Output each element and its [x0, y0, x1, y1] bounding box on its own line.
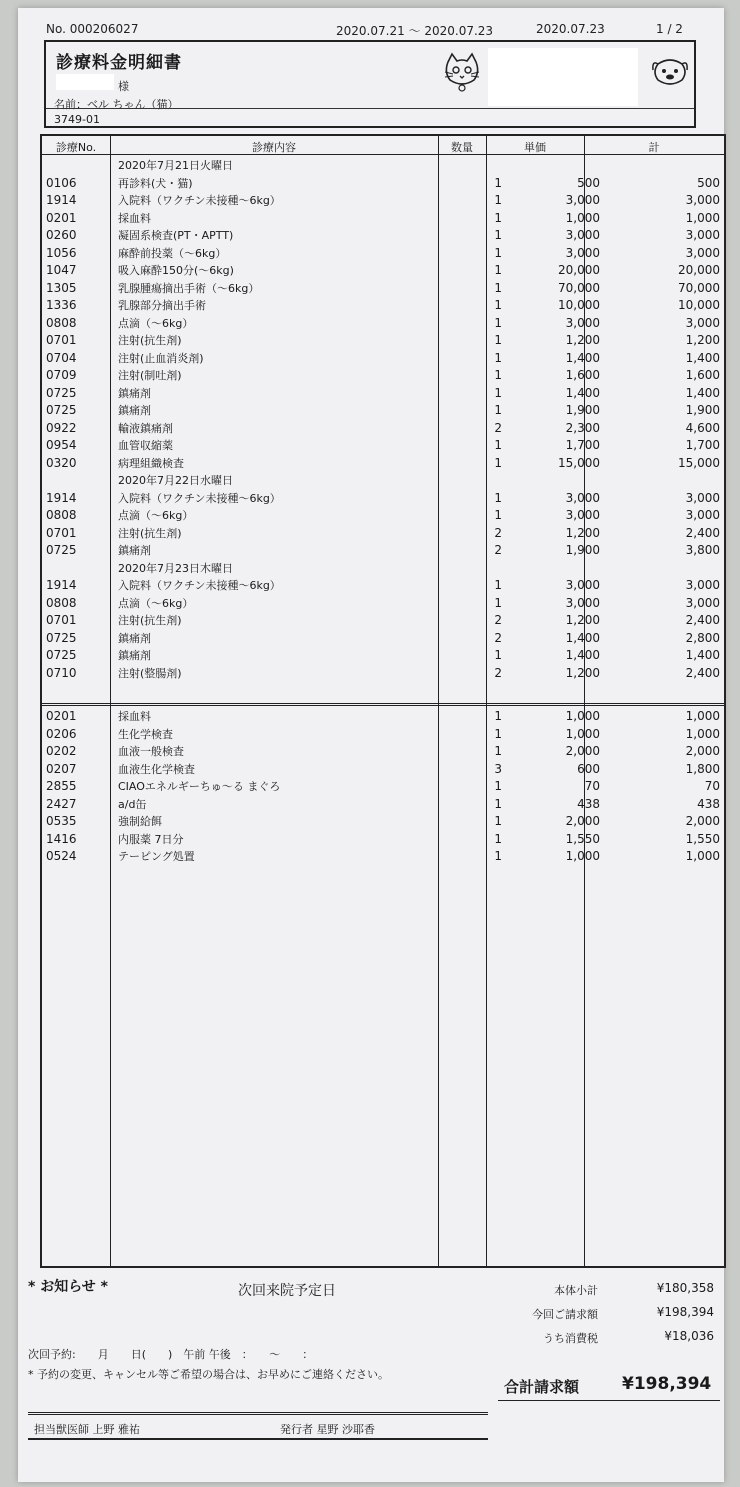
- grand-total-value: ¥198,394: [622, 1374, 712, 1394]
- row-item: 鎮痛剤: [118, 649, 151, 662]
- row-qty: 1: [494, 648, 502, 662]
- row-item: 鎮痛剤: [118, 544, 151, 557]
- date-label: 2020年7月22日水曜日: [118, 474, 233, 487]
- row-qty: 1: [494, 438, 502, 452]
- row-item: 点滴（～6kg）: [118, 596, 194, 610]
- table-row: [42, 708, 724, 726]
- row-unit-price: 1,200: [565, 613, 600, 627]
- row-unit-price: 1,600: [565, 368, 600, 382]
- table-row: [42, 761, 724, 779]
- row-item: 注射(制吐剤): [118, 369, 182, 382]
- section-divider: [42, 703, 724, 706]
- date-label: 2020年7月21日火曜日: [118, 159, 233, 172]
- row-code: 1914: [46, 578, 77, 592]
- cat-mascot-icon: [442, 52, 482, 96]
- row-item: 乳腺部分摘出手術: [118, 299, 206, 312]
- row-code: 0201: [46, 709, 77, 723]
- row-unit-price: 2,000: [565, 814, 600, 828]
- redacted-clinic-info: [488, 48, 638, 106]
- col-unit-header: 単価: [524, 141, 546, 154]
- row-qty: 1: [494, 385, 502, 400]
- document-title: 診療料金明細書: [56, 53, 182, 73]
- row-code: 0710: [46, 665, 77, 680]
- row-item: 血液一般検査: [118, 745, 184, 758]
- table-row: [42, 297, 724, 315]
- row-qty: 1: [494, 175, 502, 190]
- attending-doctor: 担当獣医師 上野 雅祐: [34, 1423, 140, 1436]
- row-qty: 1: [494, 796, 502, 811]
- row-total: 1,200: [685, 333, 720, 347]
- table-row: [42, 831, 724, 849]
- table-row: [42, 262, 724, 280]
- row-code: 0922: [46, 420, 77, 435]
- row-item: 血液生化学検査: [118, 762, 195, 776]
- table-row: [42, 490, 724, 508]
- row-total: 438: [697, 796, 720, 811]
- row-total: 1,400: [685, 350, 720, 365]
- table-row: [42, 665, 724, 683]
- row-unit-price: 3,000: [565, 245, 600, 260]
- row-unit-price: 1,200: [565, 333, 600, 347]
- treatment-period: 2020.07.21 ～ 2020.07.23: [336, 24, 494, 38]
- row-unit-price: 3,000: [565, 193, 600, 207]
- date-label: 2020年7月23日木曜日: [118, 561, 233, 575]
- issuer: 発行者 星野 沙耶香: [280, 1423, 375, 1436]
- tax-value: ¥18,036: [664, 1329, 714, 1343]
- charges-table: [40, 134, 726, 1268]
- row-item: 鎮痛剤: [118, 386, 151, 400]
- table-row: [42, 525, 724, 543]
- date-row: [42, 472, 724, 490]
- document-number: No. 000206027: [46, 22, 139, 36]
- row-qty: 2: [494, 420, 502, 435]
- row-qty: 1: [494, 228, 502, 242]
- row-qty: 1: [494, 831, 502, 846]
- row-item: CIAOエネルギーちゅ～る まぐろ: [118, 780, 281, 793]
- row-item: 注射(抗生剤): [118, 614, 182, 627]
- row-item: 注射(抗生剤): [118, 334, 182, 347]
- row-qty: 1: [494, 455, 502, 470]
- row-total: 3,000: [685, 315, 720, 330]
- row-unit-price: 1,700: [565, 438, 600, 452]
- row-total: 1,000: [685, 210, 720, 225]
- row-qty: 1: [494, 210, 502, 225]
- header-box: [44, 40, 696, 128]
- row-qty: 1: [494, 726, 502, 741]
- row-code: 0808: [46, 508, 77, 522]
- client-number: 3749-01: [54, 113, 100, 126]
- table-row: [42, 630, 724, 648]
- row-total: 70: [704, 779, 720, 793]
- table-row: [42, 507, 724, 525]
- row-item: 強制給餌: [118, 815, 162, 828]
- row-item: 生化学検査: [118, 727, 173, 741]
- table-row: [42, 848, 724, 866]
- row-unit-price: 1,400: [565, 385, 600, 400]
- row-item: 鎮痛剤: [118, 631, 151, 645]
- table-row: [42, 280, 724, 298]
- row-unit-price: 3,000: [565, 595, 600, 610]
- row-unit-price: 10,000: [558, 298, 600, 312]
- row-unit-price: 1,200: [565, 525, 600, 540]
- table-row: [42, 796, 724, 814]
- row-qty: 1: [494, 193, 502, 207]
- table-row: [42, 385, 724, 403]
- row-total: 3,000: [685, 578, 720, 592]
- row-qty: 1: [494, 578, 502, 592]
- row-item: 入院料（ワクチン未接種～6kg）: [118, 579, 281, 592]
- row-item: 再診料(犬・猫): [118, 176, 193, 190]
- row-code: 1914: [46, 490, 77, 505]
- table-row: [42, 647, 724, 665]
- row-item: 注射(止血消炎剤): [118, 351, 204, 365]
- appointment-note: * 予約の変更、キャンセル等ご希望の場合は、お早めにご連絡ください。: [28, 1368, 389, 1381]
- row-unit-price: 1,900: [565, 403, 600, 417]
- row-code: 0725: [46, 648, 77, 662]
- grand-total-underline: [498, 1400, 720, 1401]
- row-qty: 1: [494, 849, 502, 863]
- table-row: [42, 577, 724, 595]
- row-item: 吸入麻酔150分(～6kg): [118, 264, 234, 277]
- row-item: a/d缶: [118, 797, 147, 811]
- row-total: 1,000: [685, 709, 720, 723]
- row-unit-price: 2,300: [565, 420, 600, 435]
- row-code: 0701: [46, 333, 77, 347]
- row-code: 2855: [46, 779, 77, 793]
- row-code: 0207: [46, 761, 77, 776]
- row-unit-price: 3,000: [565, 578, 600, 592]
- row-item: 血管収縮薬: [118, 439, 173, 452]
- row-unit-price: 1,200: [565, 665, 600, 680]
- row-total: 2,400: [685, 613, 720, 627]
- row-qty: 2: [494, 525, 502, 540]
- row-code: 0701: [46, 613, 77, 627]
- row-unit-price: 3,000: [565, 228, 600, 242]
- row-item: 注射(整腸剤): [118, 666, 182, 680]
- row-total: 1,400: [685, 385, 720, 400]
- row-qty: 1: [494, 298, 502, 312]
- table-row: [42, 612, 724, 630]
- row-qty: 1: [494, 709, 502, 723]
- col-total-header: 計: [648, 141, 660, 154]
- row-qty: 1: [494, 779, 502, 793]
- row-qty: 1: [494, 814, 502, 828]
- issue-date: 2020.07.23: [536, 22, 605, 36]
- row-code: 1416: [46, 831, 77, 846]
- row-unit-price: 1,900: [565, 543, 600, 557]
- tax-label: うち消費税: [543, 1332, 598, 1345]
- bill-label: 今回ご請求額: [532, 1308, 598, 1321]
- row-qty: 1: [494, 245, 502, 260]
- row-code: 0524: [46, 849, 77, 863]
- row-unit-price: 3,000: [565, 315, 600, 330]
- row-code: 0808: [46, 595, 77, 610]
- row-total: 2,000: [685, 744, 720, 758]
- pet-name: 名前：ベル ちゃん（猫）: [54, 98, 179, 111]
- table-row: [42, 726, 724, 744]
- row-item: 鎮痛剤: [118, 404, 151, 417]
- row-unit-price: 2,000: [565, 744, 600, 758]
- invoice-sheet: [18, 8, 724, 1482]
- row-item: 入院料（ワクチン未接種～6kg）: [118, 194, 281, 207]
- row-total: 1,700: [685, 438, 720, 452]
- row-total: 1,000: [685, 849, 720, 863]
- row-code: 2427: [46, 796, 77, 811]
- row-code: 0701: [46, 525, 77, 540]
- row-unit-price: 500: [577, 175, 600, 190]
- row-item: 点滴（～6kg）: [118, 316, 194, 330]
- row-code: 0725: [46, 543, 77, 557]
- row-total: 10,000: [678, 298, 720, 312]
- row-qty: 1: [494, 595, 502, 610]
- row-code: 1914: [46, 193, 77, 207]
- row-total: 2,000: [685, 814, 720, 828]
- row-total: 3,800: [685, 543, 720, 557]
- row-item: 病理組織検査: [118, 456, 184, 470]
- table-row: [42, 743, 724, 761]
- invoice-footer: [24, 1270, 724, 1440]
- col-code-header: 診療No.: [55, 141, 97, 154]
- row-code: 0725: [46, 630, 77, 645]
- table-row: [42, 813, 724, 831]
- dog-mascot-icon: [650, 56, 690, 90]
- table-row: [42, 350, 724, 368]
- date-row: [42, 560, 724, 578]
- row-qty: 1: [494, 508, 502, 522]
- col-qty-header: 数量: [451, 141, 473, 154]
- notice-heading: * お知らせ *: [28, 1279, 108, 1295]
- row-qty: 1: [494, 368, 502, 382]
- row-code: 0709: [46, 368, 77, 382]
- row-item: 輸液鎮痛剤: [118, 421, 173, 435]
- row-unit-price: 1,000: [565, 726, 600, 741]
- row-item: 点滴（～6kg）: [118, 509, 194, 522]
- row-total: 500: [697, 175, 720, 190]
- row-code: 0725: [46, 385, 77, 400]
- row-total: 1,800: [685, 761, 720, 776]
- date-row: [42, 157, 724, 175]
- row-qty: 2: [494, 665, 502, 680]
- table-row: [42, 542, 724, 560]
- row-total: 3,000: [685, 490, 720, 505]
- row-total: 3,000: [685, 508, 720, 522]
- page-number: 1 / 2: [656, 22, 683, 36]
- table-row: [42, 402, 724, 420]
- row-code: 0320: [46, 455, 77, 470]
- row-qty: 1: [494, 263, 502, 277]
- table-row: [42, 227, 724, 245]
- row-qty: 1: [494, 333, 502, 347]
- row-total: 3,000: [685, 228, 720, 242]
- row-total: 3,000: [685, 595, 720, 610]
- row-unit-price: 1,550: [565, 831, 600, 846]
- row-total: 3,000: [685, 193, 720, 207]
- row-unit-price: 1,400: [565, 648, 600, 662]
- table-row: [42, 332, 724, 350]
- subtotal-value: ¥180,358: [656, 1281, 714, 1295]
- row-total: 15,000: [678, 455, 720, 470]
- row-code: 0808: [46, 315, 77, 330]
- row-qty: 1: [494, 490, 502, 505]
- table-row: [42, 367, 724, 385]
- row-qty: 2: [494, 613, 502, 627]
- row-code: 1056: [46, 245, 77, 260]
- table-row: [42, 175, 724, 193]
- row-item: 乳腺腫瘍摘出手術（～6kg）: [118, 281, 260, 295]
- row-item: 凝固系検査(PT・APTT): [118, 229, 234, 242]
- row-total: 2,400: [685, 525, 720, 540]
- row-total: 70,000: [678, 280, 720, 295]
- table-row: [42, 245, 724, 263]
- row-code: 0704: [46, 350, 77, 365]
- row-code: 0106: [46, 175, 77, 190]
- row-item: 注射(抗生剤): [118, 526, 182, 540]
- row-unit-price: 3,000: [565, 490, 600, 505]
- row-total: 1,600: [685, 368, 720, 382]
- row-total: 2,800: [685, 630, 720, 645]
- row-total: 2,400: [685, 665, 720, 680]
- next-visit-heading: 次回来院予定日: [238, 1283, 336, 1299]
- row-total: 20,000: [678, 263, 720, 277]
- row-unit-price: 1,000: [565, 849, 600, 863]
- row-unit-price: 1,000: [565, 210, 600, 225]
- appointment-line: 次回予約: 月 日( ) 午前 午後 ： ～ ：: [28, 1348, 314, 1361]
- row-unit-price: 1,400: [565, 630, 600, 645]
- table-row: [42, 420, 724, 438]
- row-qty: 3: [494, 761, 502, 776]
- row-code: 0725: [46, 403, 77, 417]
- row-total: 1,550: [685, 831, 720, 846]
- bill-value: ¥198,394: [656, 1305, 714, 1319]
- row-item: 麻酔前投薬（～6kg）: [118, 246, 227, 260]
- row-qty: 1: [494, 280, 502, 295]
- row-code: 0260: [46, 228, 77, 242]
- table-row: [42, 210, 724, 228]
- row-unit-price: 1,000: [565, 709, 600, 723]
- row-item: 入院料（ワクチン未接種～6kg）: [118, 491, 281, 505]
- redacted-client-name: [56, 74, 114, 90]
- grand-total-label: 合計請求額: [504, 1378, 580, 1396]
- row-unit-price: 3,000: [565, 508, 600, 522]
- row-total: 4,600: [685, 420, 720, 435]
- row-unit-price: 70: [584, 779, 600, 793]
- row-unit-price: 15,000: [558, 455, 600, 470]
- table-row: [42, 455, 724, 473]
- row-item: 採血料: [118, 710, 151, 723]
- row-total: 1,900: [685, 403, 720, 417]
- row-item: 採血料: [118, 211, 151, 225]
- row-unit-price: 1,400: [565, 350, 600, 365]
- table-row: [42, 192, 724, 210]
- row-unit-price: 438: [577, 796, 600, 811]
- honorific: 様: [118, 80, 129, 93]
- subtotal-label: 本体小計: [554, 1284, 598, 1297]
- row-qty: 2: [494, 630, 502, 645]
- row-unit-price: 20,000: [558, 263, 600, 277]
- row-qty: 2: [494, 543, 502, 557]
- row-code: 0535: [46, 814, 77, 828]
- row-code: 1047: [46, 263, 77, 277]
- row-code: 0202: [46, 744, 77, 758]
- row-total: 1,400: [685, 648, 720, 662]
- col-item-header: 診療内容: [252, 141, 296, 154]
- row-total: 1,000: [685, 726, 720, 741]
- row-code: 0206: [46, 726, 77, 741]
- row-code: 1305: [46, 280, 77, 295]
- table-row: [42, 437, 724, 455]
- row-qty: 1: [494, 315, 502, 330]
- table-row: [42, 595, 724, 613]
- row-item: 内服薬 7日分: [118, 832, 184, 846]
- row-unit-price: 600: [577, 761, 600, 776]
- row-qty: 1: [494, 350, 502, 365]
- row-qty: 1: [494, 744, 502, 758]
- table-row: [42, 778, 724, 796]
- row-item: テーピング処置: [118, 850, 195, 863]
- row-total: 3,000: [685, 245, 720, 260]
- row-code: 1336: [46, 298, 77, 312]
- row-qty: 1: [494, 403, 502, 417]
- header-divider: [46, 108, 694, 109]
- row-code: 0201: [46, 210, 77, 225]
- signature-box: [28, 1412, 488, 1440]
- row-code: 0954: [46, 438, 77, 452]
- table-row: [42, 315, 724, 333]
- row-unit-price: 70,000: [558, 280, 600, 295]
